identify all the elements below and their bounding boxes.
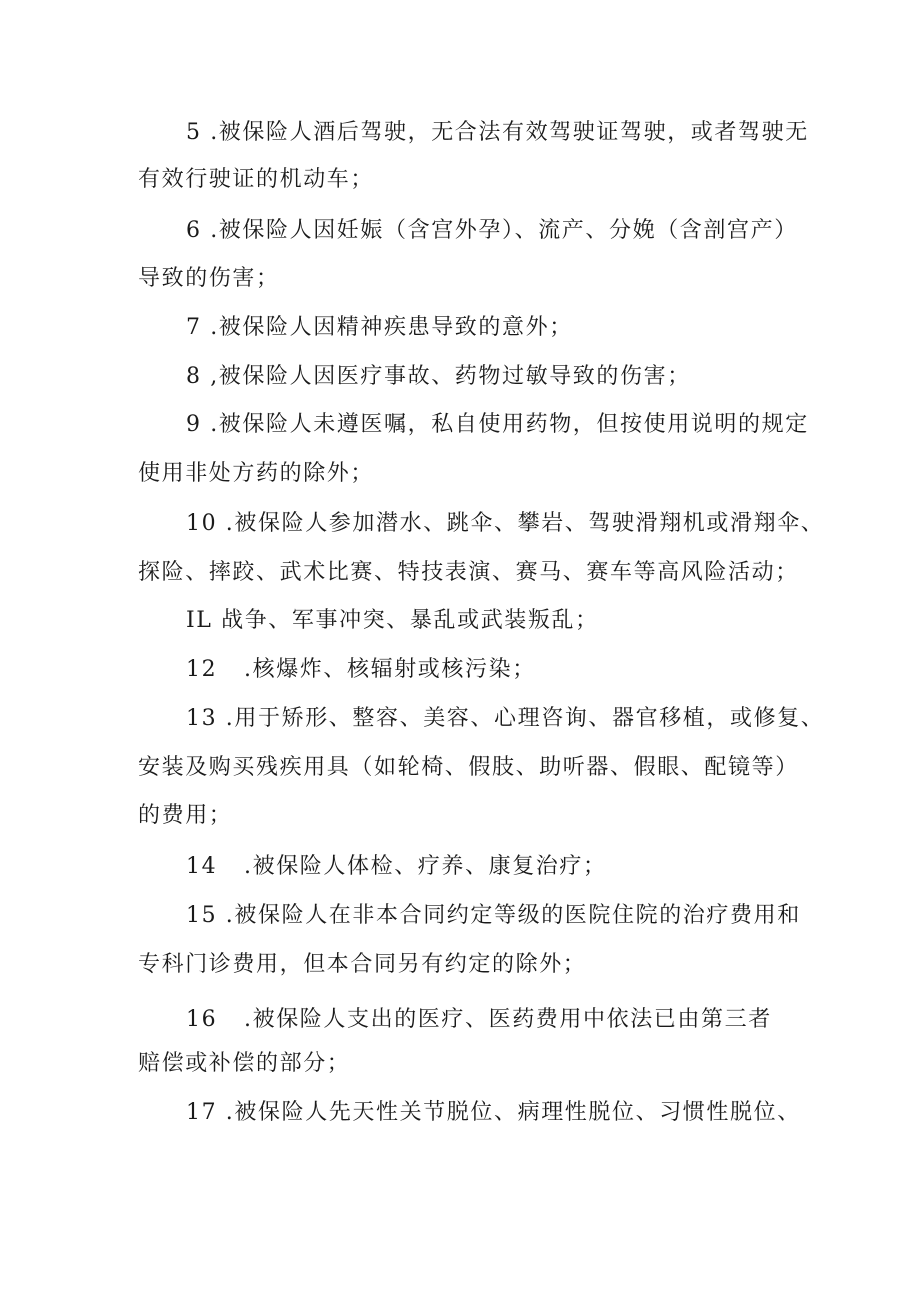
clause-6-line-2: 导致的伤害；	[138, 266, 280, 291]
clause-9-text: .被保险人未遵医嘱，私自使用药物，但按使用说明的规定	[210, 412, 809, 437]
clause-10-text: .被保险人参加潜水、跳伞、攀岩、驾驶滑翔机或滑翔伞、	[225, 511, 825, 536]
clause-12-number: 12	[186, 657, 218, 682]
clause-7-text: .被保险人因精神疾患导致的意外；	[210, 315, 573, 340]
clause-7-number: 7	[186, 315, 202, 340]
clause-17-text: .被保险人先天性关节脱位、病理性脱位、习惯性脱位、	[225, 1100, 801, 1125]
clause-6-text: .被保险人因妊娠（含宫外孕）、流产、分娩（含剖宫产）	[210, 218, 798, 243]
clause-10-line-2: 探险、摔跤、武术比赛、特技表演、赛马、赛车等高风险活动；	[138, 560, 799, 585]
clause-15-text: .被保险人在非本合同约定等级的医院住院的治疗费用和	[225, 903, 801, 928]
clause-8-number: 8	[186, 364, 202, 389]
clause-17-line-1	[186, 1098, 801, 1128]
clause-13-line-2: 安装及购买残疾用具（如轮椅、假肢、助听器、假眼、配镜等）	[138, 755, 799, 780]
clause-16-line-1	[186, 1005, 772, 1035]
clause-11-text: 战争、军事冲突、暴乱或武装叛乱；	[221, 608, 599, 633]
clause-5-text: .被保险人酒后驾驶，无合法有效驾驶证驾驶，或者驾驶无	[210, 120, 809, 145]
clause-13-line-1	[186, 704, 824, 734]
clause-9-line-2: 使用非处方药的除外；	[138, 461, 375, 486]
clause-13-number: 13	[186, 706, 218, 731]
clause-5-line-2: 有效行驶证的机动车；	[138, 167, 375, 192]
clause-15-line-2: 专科门诊费用，但本合同另有约定的除外；	[138, 952, 587, 977]
clause-12-text: .核爆炸、核辐射或核污染；	[244, 657, 536, 682]
clause-7-line-1	[186, 313, 573, 343]
clause-6-number: 6	[186, 218, 202, 243]
clause-13-line-3: 的费用；	[138, 803, 233, 828]
clause-15-number: 15	[186, 903, 218, 928]
clause-10-number: 10	[186, 511, 218, 536]
clause-16-line-2: 赔偿或补偿的部分；	[138, 1051, 351, 1076]
clause-10-line-1	[186, 509, 824, 539]
clause-5-line-1	[186, 118, 809, 148]
clause-14-line-1	[186, 852, 607, 882]
clause-8-line-1	[186, 362, 691, 392]
clause-15-line-1	[186, 901, 801, 931]
clause-9-line-1	[186, 410, 809, 440]
clause-5-number: 5	[186, 120, 202, 145]
clause-9-number: 9	[186, 412, 202, 437]
clause-14-number: 14	[186, 854, 218, 879]
clause-13-text: .用于矫形、整容、美容、心理咨询、器官移植，或修复、	[225, 706, 825, 731]
clause-8-text: ,被保险人因医疗事故、药物过敏导致的伤害；	[210, 364, 691, 389]
clause-12-line-1	[186, 655, 536, 685]
clause-16-text: .被保险人支出的医疗、医药费用中依法已由第三者	[244, 1007, 772, 1032]
clause-11-number: IL	[186, 608, 213, 633]
clause-6-line-1	[186, 216, 798, 246]
clause-14-text: .被保险人体检、疗养、康复治疗；	[244, 854, 607, 879]
clause-17-number: 17	[186, 1100, 218, 1125]
clause-11-line-1	[186, 606, 599, 636]
clause-16-number: 16	[186, 1007, 218, 1032]
